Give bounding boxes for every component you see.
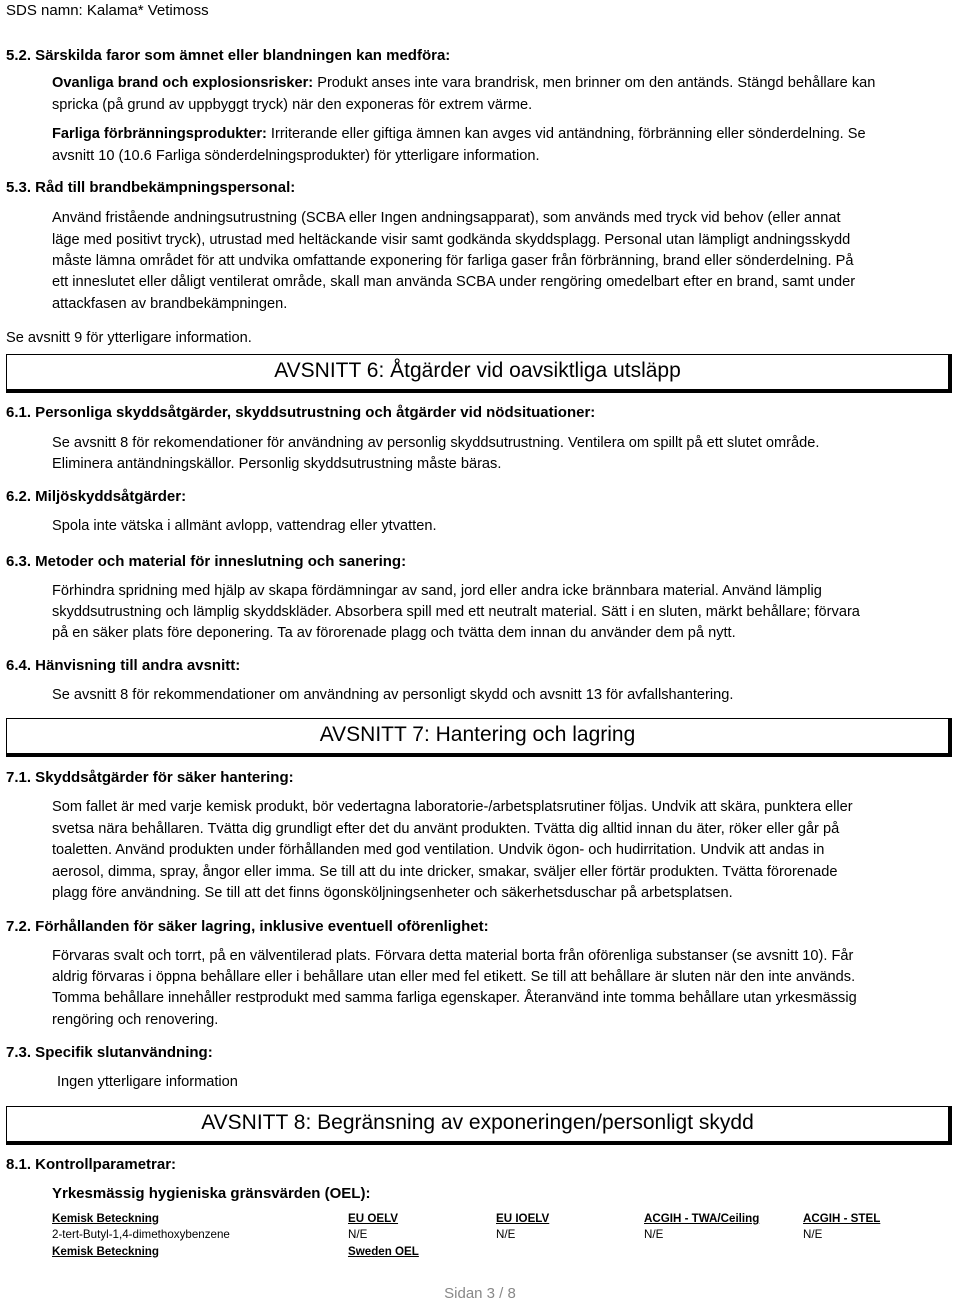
col-eu-ioelv: EU IOELV bbox=[496, 1212, 550, 1225]
section-6-2-line: Spola inte vätska i allmänt avlopp, vattendrag eller ytvatten. bbox=[52, 518, 437, 534]
combustion-products-text: Irriterande eller giftiga ämnen kan avges vid antändning, förbränning eller sönderdelning. Se bbox=[266, 126, 866, 142]
unusual-fire-text: Produkt anses inte vara brandrisk, men brinner om den antänds. Stängd behållare kan bbox=[313, 75, 876, 91]
section-6-4-line: Se avsnitt 8 för rekommendationer om användning av personligt skydd och avsnitt 13 för avfallshantering. bbox=[52, 687, 734, 703]
col-eu-oelv: EU OELV bbox=[348, 1212, 399, 1225]
section-7-1-heading: 7.1. Skyddsåtgärder för säker hantering: bbox=[6, 769, 294, 786]
col-chemical-name-2: Kemisk Beteckning bbox=[52, 1245, 159, 1258]
section-7-2-line: rengöring och renovering. bbox=[52, 1012, 219, 1028]
section-6-4-heading: 6.4. Hänvisning till andra avsnitt: bbox=[6, 657, 241, 674]
section-7-1-line: svetsa nära behållaren. Tvätta dig grundligt efter det du använt produkten. Tvätta dig alltid innan du äter, röker eller går på bbox=[52, 821, 840, 837]
section-7-3-line: Ingen ytterligare information bbox=[57, 1074, 238, 1090]
cell-chemical-name: 2-tert-Butyl-1,4-dimethoxybenzene bbox=[52, 1228, 230, 1241]
col-acgih-stel: ACGIH - STEL bbox=[803, 1212, 881, 1225]
section-5-3-note: Se avsnitt 9 för ytterligare information. bbox=[6, 330, 252, 346]
section-5-3-line: attackfasen av brandbekämpningen. bbox=[52, 296, 288, 312]
section-7-title-box bbox=[6, 718, 952, 757]
section-6-2-heading: 6.2. Miljöskyddsåtgärder: bbox=[6, 488, 187, 505]
section-7-2-line: Förvaras svalt och torrt, på en välventilerad plats. Förvara detta material borta från oförenliga substanser (se avsnitt 10). Får bbox=[52, 948, 854, 964]
cell-acgih-twa: N/E bbox=[644, 1228, 664, 1241]
section-5-3-line: måste lämna området för att undvika omfattande exponering för farliga gaser från förbränning, brand eller sönderdelning. På bbox=[52, 253, 854, 269]
table-header-row-2 bbox=[52, 1245, 912, 1261]
section-7-1-line: aerosol, dimma, spray, ångor eller imma. Se till att du inte dricker, smakar, sväljer eller förtär produkten. Tvätta förorenade bbox=[52, 864, 838, 880]
section-5-3-line: ett inneslutet eller dåligt ventilerat område, skall man använda SCBA under rengöring omedelbart efter en brand, samt under bbox=[52, 274, 856, 290]
table-row bbox=[52, 1228, 912, 1245]
section-7-1-line: Som fallet är med varje kemisk produkt, bör vedertagna laboratorie-/arbetsplatsrutiner följas. Undvik att skära, punktera eller bbox=[52, 799, 853, 815]
unusual-fire-label: Ovanliga brand och explosionsrisker: bbox=[52, 75, 314, 91]
col-chemical-name: Kemisk Beteckning bbox=[52, 1212, 159, 1225]
section-6-3-line: Förhindra spridning med hjälp av skapa fördämningar av sand, jord eller andra icke brännbara material. Använd lämplig bbox=[52, 583, 822, 599]
section-8-1-heading: 8.1. Kontrollparametrar: bbox=[6, 1156, 177, 1173]
section-6-1-line: Eliminera antändningskällor. Personlig skyddsutrustning måste bäras. bbox=[52, 456, 502, 472]
section-7-2-line: Tomma behållare innehåller restprodukt med samma farliga egenskaper. Återanvänd inte tomma behållare utan yrkesmässig bbox=[52, 990, 857, 1006]
col-acgih-twa: ACGIH - TWA/Ceiling bbox=[644, 1212, 760, 1225]
section-7-3-heading: 7.3. Specifik slutanvändning: bbox=[6, 1044, 213, 1061]
section-5-3-line: läge med positivt tryck), utrustad med heltäckande visir samt godkända skyddsplagg. Personal utan lämpligt andningsskydd bbox=[52, 232, 851, 248]
section-6-1-line: Se avsnitt 8 för rekomendationer för användning av personlig skyddsutrustning. Ventilera om spillt på ett slutet område. bbox=[52, 435, 820, 451]
section-5-2-para-2-line-1 bbox=[52, 124, 866, 146]
cell-eu-oelv: N/E bbox=[348, 1228, 368, 1241]
section-7-2-heading: 7.2. Förhållanden för säker lagring, inklusive eventuell oförenlighet: bbox=[6, 918, 489, 935]
cell-eu-ioelv: N/E bbox=[496, 1228, 516, 1241]
section-5-2-para-2-line-2: avsnitt 10 (10.6 Farliga sönderdelningsprodukter) för ytterligare information. bbox=[52, 148, 540, 164]
section-6-3-line: skyddsutrustning och lämplig skyddskläder. Absorbera spill med ett neutralt material. Sätt i en sluten, märkt behållare; förvara bbox=[52, 604, 860, 620]
section-5-2-para-1-line-1 bbox=[52, 73, 875, 95]
section-6-3-line: på en säker plats före deponering. Ta av förorenade plagg och tvätta dem innan du använder dem på nytt. bbox=[52, 625, 736, 641]
section-5-3-heading: 5.3. Råd till brandbekämpningspersonal: bbox=[6, 179, 296, 196]
oel-heading: Yrkesmässig hygieniska gränsvärden (OEL): bbox=[52, 1185, 371, 1202]
section-7-title: AVSNITT 7: Hantering och lagring bbox=[319, 723, 636, 746]
combustion-products-label: Farliga förbränningsprodukter: bbox=[52, 126, 267, 142]
section-6-1-heading: 6.1. Personliga skyddsåtgärder, skyddsutrustning och åtgärder vid nödsituationer: bbox=[6, 404, 596, 421]
section-5-2-heading: 5.2. Särskilda faror som ämnet eller blandningen kan medföra: bbox=[6, 47, 451, 64]
document-header: SDS namn: Kalama* Vetimoss bbox=[6, 2, 209, 19]
section-6-title: AVSNITT 6: Åtgärder vid oavsiktliga utsläpp bbox=[274, 359, 681, 382]
col-sweden-oel: Sweden OEL bbox=[348, 1245, 419, 1258]
section-7-1-line: plagg före användning. Se till att det finns ögonsköljningsenheter och säkerhetsduschar på arbetsplatsen. bbox=[52, 885, 733, 901]
page-number: Sidan 3 / 8 bbox=[444, 1285, 516, 1302]
oel-table bbox=[52, 1212, 912, 1261]
section-5-2-para-1-line-2: spricka (på grund av uppbyggt tryck) när den exponeras för extrem värme. bbox=[52, 97, 533, 113]
table-header-row bbox=[52, 1212, 912, 1228]
section-7-2-line: aldrig förvaras i öppna behållare eller i behållare utan eller med fel etikett. Se till att behållare är sluten när den inte används. bbox=[52, 969, 856, 985]
section-8-title: AVSNITT 8: Begränsning av exponeringen/personligt skydd bbox=[201, 1111, 754, 1134]
cell-acgih-stel: N/E bbox=[803, 1228, 823, 1241]
section-5-3-line: Använd fristående andningsutrustning (SCBA eller Ingen andningsapparat), som används med tryck vid behov (eller annat bbox=[52, 210, 841, 226]
section-6-title-box bbox=[6, 354, 952, 393]
section-8-title-box bbox=[6, 1106, 952, 1145]
section-7-1-line: toaletten. Använd produkten under förhållanden med god ventilation. Undvik ögon- och hudirritation. Undvik att andas in bbox=[52, 842, 825, 858]
section-6-3-heading: 6.3. Metoder och material för inneslutning och sanering: bbox=[6, 553, 407, 570]
